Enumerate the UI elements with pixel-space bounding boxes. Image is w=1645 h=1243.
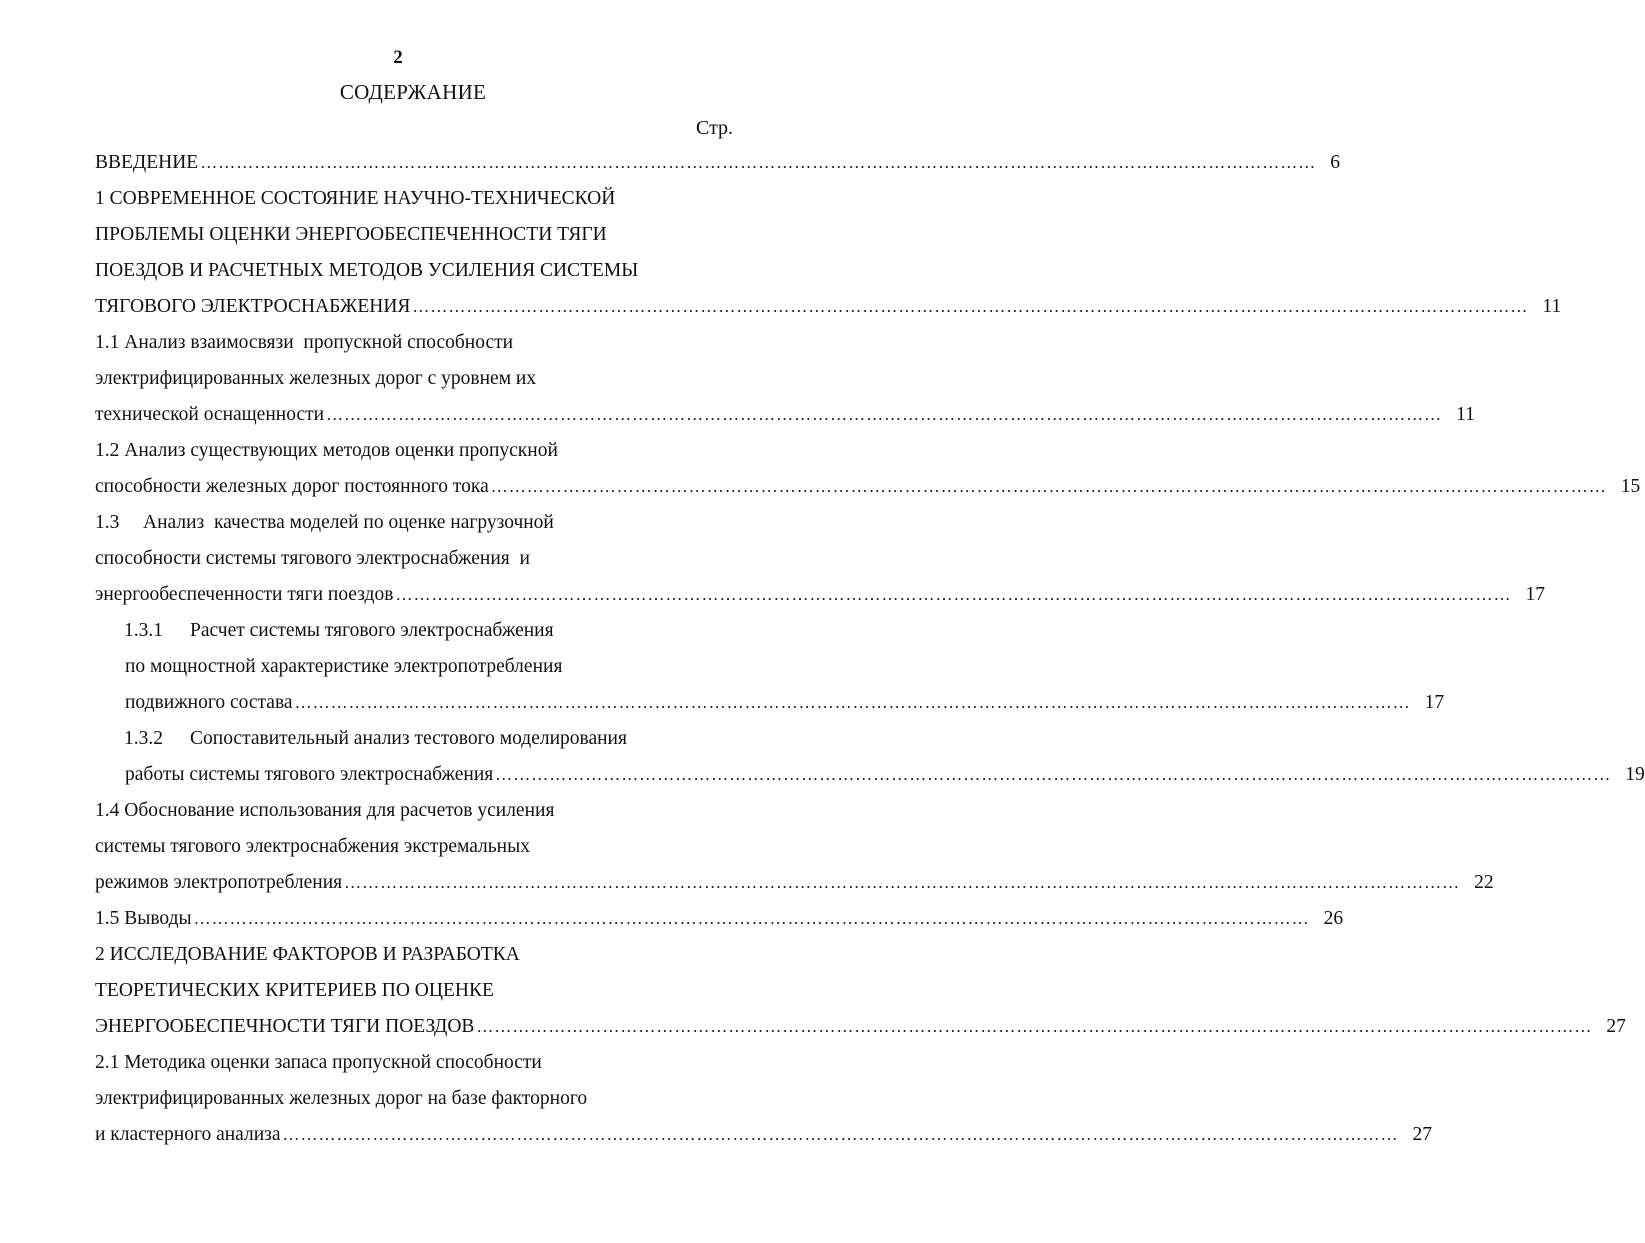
toc-entry-text: Анализ качества моделей по оценке нагрузочной xyxy=(143,512,554,533)
toc-page-number: 27 xyxy=(1606,1016,1626,1037)
toc-leader-dots: …………………………………………………………………………………………………………………………………………………………………… xyxy=(395,585,1512,604)
toc-entry-text: 1.2 Анализ существующих методов оценки пропускной xyxy=(95,440,558,461)
toc-page-number: 22 xyxy=(1474,872,1494,893)
toc-section-1-5 xyxy=(95,904,1344,934)
toc-section-1-4-line-1 xyxy=(95,796,715,826)
toc-entry-text: ПОЕЗДОВ И РАСЧЕТНЫХ МЕТОДОВ УСИЛЕНИЯ СИСТЕМЫ xyxy=(95,260,639,281)
toc-entry-text: ВВЕДЕНИЕ xyxy=(95,152,199,173)
toc-page-number: 26 xyxy=(1323,908,1344,929)
toc-section-number: 1.3 xyxy=(95,512,120,533)
toc-entry-text: Сопоставительный анализ тестового моделирования xyxy=(190,728,627,749)
toc-entry-text: 2.1 Методика оценки запаса пропускной способности xyxy=(95,1052,542,1073)
toc-chapter-1-line-2 xyxy=(95,220,715,250)
toc-page-number: 15 xyxy=(1620,476,1641,497)
toc-entry-text: ТЯГОВОГО ЭЛЕКТРОСНАБЖЕНИЯ xyxy=(95,296,411,317)
toc-leader-dots: …………………………………………………………………………………………………………………………………………………………………… xyxy=(490,477,1607,496)
toc-section-1-3-1-line-2 xyxy=(125,652,715,682)
toc-section-2-1-line-1 xyxy=(95,1048,715,1078)
toc-page-number: 6 xyxy=(1330,152,1340,173)
toc-entry-text: 1.1 Анализ взаимосвязи пропускной способности xyxy=(95,332,514,353)
toc-section-1-3-line-2 xyxy=(95,544,715,574)
toc-page-number: 17 xyxy=(1424,692,1445,713)
toc-entry-text: 1.4 Обоснование использования для расчетов усиления xyxy=(95,800,555,821)
toc-page-number: 11 xyxy=(1542,296,1562,317)
toc-chapter-2-line-3 xyxy=(95,1012,1626,1042)
toc-section-1-3-2-line-1 xyxy=(124,724,715,754)
page-number: 2 xyxy=(393,47,403,68)
toc-chapter-2-line-2 xyxy=(95,976,715,1006)
toc-section-number: 1.3.2 xyxy=(124,728,163,749)
pages-column-header: Стр. xyxy=(696,117,734,139)
toc-section-1-4-line-2 xyxy=(95,832,715,862)
toc-page-number: 27 xyxy=(1412,1124,1433,1145)
toc-chapter-1-line-3 xyxy=(95,256,715,286)
toc-page-number: 17 xyxy=(1525,584,1545,605)
toc-entry-text: электрифицированных железных дорог на базе факторного xyxy=(95,1088,588,1109)
toc-chapter-1-line-4 xyxy=(95,292,1562,322)
toc-entry-text: режимов электропотребления xyxy=(95,872,343,893)
toc-entry-text: 2 ИССЛЕДОВАНИЕ ФАКТОРОВ И РАЗРАБОТКА xyxy=(95,944,520,965)
toc-leader-dots: …………………………………………………………………………………………………………………………………………………………………… xyxy=(200,153,1317,172)
toc-page-number: 19 xyxy=(1625,764,1645,785)
toc-section-1-3-1-line-1 xyxy=(124,616,715,646)
toc-entry-text: 1.5 Выводы xyxy=(95,908,192,929)
toc-entry-text: системы тягового электроснабжения экстремальных xyxy=(95,836,530,857)
toc-entry-text: энергообеспеченности тяги поездов xyxy=(95,584,394,605)
toc-section-1-1-line-3 xyxy=(95,400,1475,430)
toc-entry-introduction xyxy=(95,148,1340,178)
toc-section-1-3-2-line-2 xyxy=(125,760,1645,790)
toc-section-1-2-line-1 xyxy=(95,436,715,466)
toc-entry-text: технической оснащенности xyxy=(95,404,325,425)
toc-section-number: 1.3.1 xyxy=(124,620,163,641)
toc-section-1-1-line-1 xyxy=(95,328,715,358)
toc-leader-dots: …………………………………………………………………………………………………………………………………………………………………… xyxy=(495,765,1612,784)
toc-entry-text: подвижного состава xyxy=(125,692,293,713)
toc-entry-text: электрифицированных железных дорог с уровнем их xyxy=(95,368,537,389)
toc-leader-dots: …………………………………………………………………………………………………………………………………………………………………… xyxy=(326,405,1443,424)
toc-section-2-1-line-3 xyxy=(95,1120,1433,1150)
toc-entry-text: работы системы тягового электроснабжения xyxy=(125,764,494,785)
toc-entry-text: по мощностной характеристике электропотребления xyxy=(125,656,563,677)
toc-leader-dots: …………………………………………………………………………………………………………………………………………………………………… xyxy=(344,873,1461,892)
toc-section-1-3-line-1 xyxy=(95,508,715,538)
toc-chapter-1-line-1 xyxy=(95,184,715,214)
toc-entry-text: ЭНЕРГООБЕСПЕЧНОСТИ ТЯГИ ПОЕЗДОВ xyxy=(95,1016,475,1037)
toc-chapter-2-line-1 xyxy=(95,940,715,970)
toc-leader-dots: …………………………………………………………………………………………………………………………………………………………………… xyxy=(294,693,1411,712)
toc-section-1-1-line-2 xyxy=(95,364,715,394)
toc-entry-text: и кластерного анализа xyxy=(95,1124,281,1145)
toc-section-1-2-line-2 xyxy=(95,472,1641,502)
toc-section-1-3-1-line-3 xyxy=(125,688,1445,718)
toc-entry-text: 1 СОВРЕМЕННОЕ СОСТОЯНИЕ НАУЧНО-ТЕХНИЧЕСКОЙ xyxy=(95,188,616,209)
toc-leader-dots: …………………………………………………………………………………………………………………………………………………………………… xyxy=(193,909,1310,928)
toc-leader-dots: …………………………………………………………………………………………………………………………………………………………………… xyxy=(476,1017,1593,1036)
toc-entry-text: способности железных дорог постоянного тока xyxy=(95,476,489,497)
toc-leader-dots: …………………………………………………………………………………………………………………………………………………………………… xyxy=(412,297,1529,316)
toc-page-number: 11 xyxy=(1456,404,1475,425)
toc-leader-dots: …………………………………………………………………………………………………………………………………………………………………… xyxy=(282,1125,1399,1144)
page-title: СОДЕРЖАНИЕ xyxy=(339,80,487,104)
toc-entry-text: ПРОБЛЕМЫ ОЦЕНКИ ЭНЕРГООБЕСПЕЧЕННОСТИ ТЯГИ xyxy=(95,224,607,245)
toc-entry-text: ТЕОРЕТИЧЕСКИХ КРИТЕРИЕВ ПО ОЦЕНКЕ xyxy=(95,980,494,1001)
toc-section-2-1-line-2 xyxy=(95,1084,715,1114)
toc-entry-text: способности системы тягового электроснабжения и xyxy=(95,548,530,569)
toc-section-1-4-line-3 xyxy=(95,868,1494,898)
toc-section-1-3-line-3 xyxy=(95,580,1545,610)
toc-entry-text: Расчет системы тягового электроснабжения xyxy=(190,620,554,641)
